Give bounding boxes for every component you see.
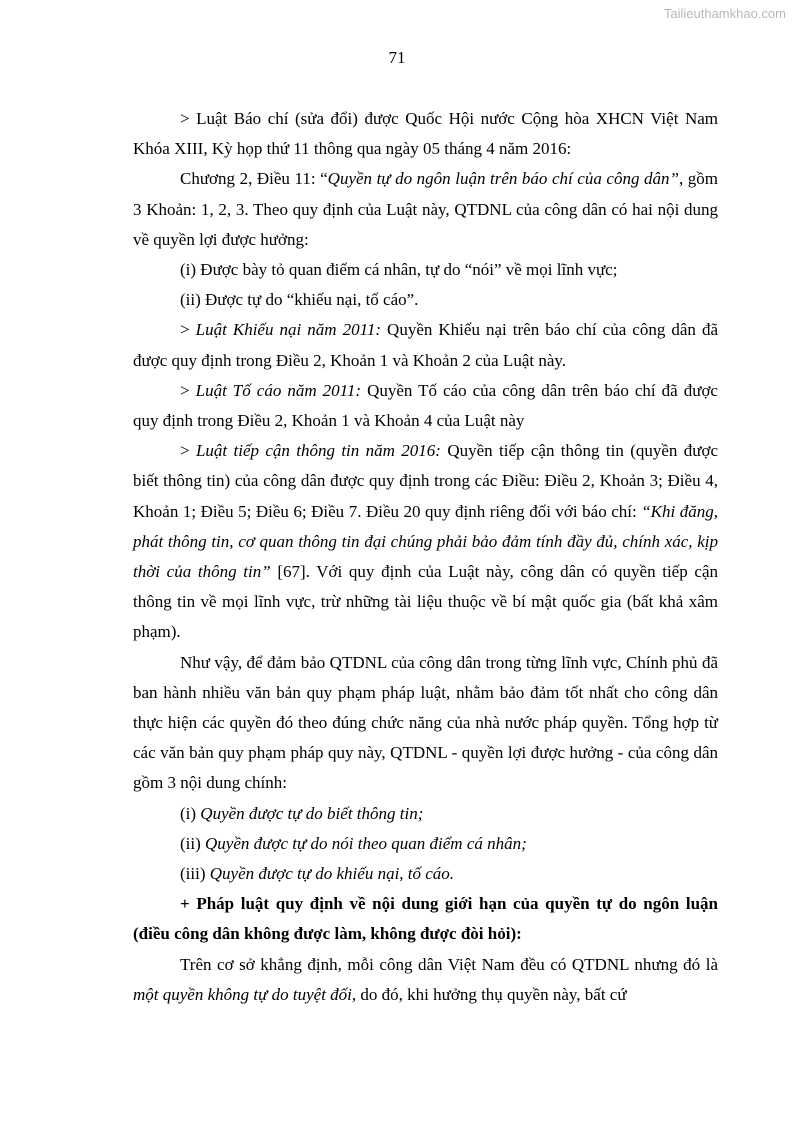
list-item xyxy=(133,859,718,889)
paragraph-limits xyxy=(133,950,718,1010)
list-item xyxy=(133,799,718,829)
list-text: Quyền được tự do nói theo quan điểm cá nhân; xyxy=(205,833,527,853)
list-item xyxy=(133,829,718,859)
text: > xyxy=(180,380,196,400)
text: , do đó, khi hưởng thụ quyền này, bất cứ xyxy=(351,984,627,1004)
paragraph-summary: Như vậy, để đảm bảo QTDNL của công dân trong từng lĩnh vực, Chính phủ đã ban hành nhiều văn bản quy phạm pháp luật, nhằm bảo đảm tốt nhất cho công dân thực hiện các quyền đó theo đúng chức năng của nhà nước pháp quyền. Tổng hợp từ các văn bản quy phạm pháp quy này, QTDNL - quyền lợi được hưởng - của công dân gồm 3 nội dung chính: xyxy=(133,652,718,793)
text: Quyền tiếp cận thông tin (quyền được biết thông tin) của công dân được quy định trong các Điều: Điều 2, Khoản 3; Điều 4, Khoản 1; Điều 5; Điều 6; Điều 7. Điều 20 quy định riêng đối với báo chí: xyxy=(133,441,719,521)
law-title-italic: Luật tiếp cận thông tin năm 2016: xyxy=(195,441,441,461)
list-text: Quyền được tự do khiếu nại, tố cáo. xyxy=(209,864,455,884)
law-title-italic: Luật Tố cáo năm 2011: xyxy=(195,380,362,400)
list-item: (ii) Được tự do “khiếu nại, tố cáo”. xyxy=(180,290,419,310)
law-title-italic: Luật Khiếu nại năm 2011: xyxy=(195,320,381,340)
list-number: (i) xyxy=(180,803,201,823)
section-heading: + Pháp luật quy định về nội dung giới hạn của quyền tự do ngôn luận (điều công dân không được làm, không được đòi hỏi): xyxy=(133,894,718,944)
quote-italic: “Khi đăng, phát thông tin, cơ quan thông tin đại chúng phải bảo đảm tính đầy đủ, chính xác, kịp thời của thông tin” xyxy=(133,501,718,582)
paragraph-access-info-law xyxy=(133,436,718,647)
text: > xyxy=(180,320,196,340)
text: Trên cơ sở khẳng định, mỗi công dân Việt Nam đều có QTDNL nhưng đó là xyxy=(180,954,718,974)
document-body xyxy=(133,104,718,1010)
list-text: Quyền được tự do biết thông tin; xyxy=(200,803,424,823)
list-item: (i) Được bày tỏ quan điểm cá nhân, tự do “nói” về mọi lĩnh vực; xyxy=(180,260,618,280)
list-number: (ii) xyxy=(180,833,206,853)
quote-italic: Quyền tự do ngôn luận trên báo chí của công dân” xyxy=(327,169,679,189)
paragraph-denunciation-law xyxy=(133,376,718,436)
paragraph-press-law: > Luật Báo chí (sửa đổi) được Quốc Hội nước Cộng hòa XHCN Việt Nam Khóa XIII, Kỳ họp thứ 11 thông qua ngày 05 tháng 4 năm 2016: xyxy=(133,109,718,159)
emphasis-italic: một quyền không tự do tuyệt đối xyxy=(133,984,352,1004)
paragraph-complaint-law xyxy=(133,315,718,375)
text: [67]. Với quy định của Luật này, công dân có quyền tiếp cận thông tin về mọi lĩnh vực, trừ những tài liệu thuộc về bí mật quốc gia (bất khả xâm phạm). xyxy=(133,562,718,642)
text: Quyền Khiếu nại trên báo chí của công dân đã được quy định trong Điều 2, Khoản 1 và Khoản 2 của Luật này. xyxy=(133,320,719,370)
text: , gồm 3 Khoản: 1, 2, 3. Theo quy định của Luật này, QTDNL của công dân có hai nội dung về quyền lợi được hưởng: xyxy=(133,169,718,249)
text: > xyxy=(180,441,196,461)
list-number: (iii) xyxy=(180,864,210,884)
paragraph-chapter-2 xyxy=(133,164,718,255)
watermark: Tailieuthamkhao.com xyxy=(663,6,786,21)
text: Chương 2, Điều 11: “ xyxy=(180,169,328,189)
page-number: 71 xyxy=(388,48,406,67)
text: Quyền Tố cáo của công dân trên báo chí đã được quy định trong Điều 2, Khoản 1 và Khoản 4 của Luật này xyxy=(133,380,718,431)
